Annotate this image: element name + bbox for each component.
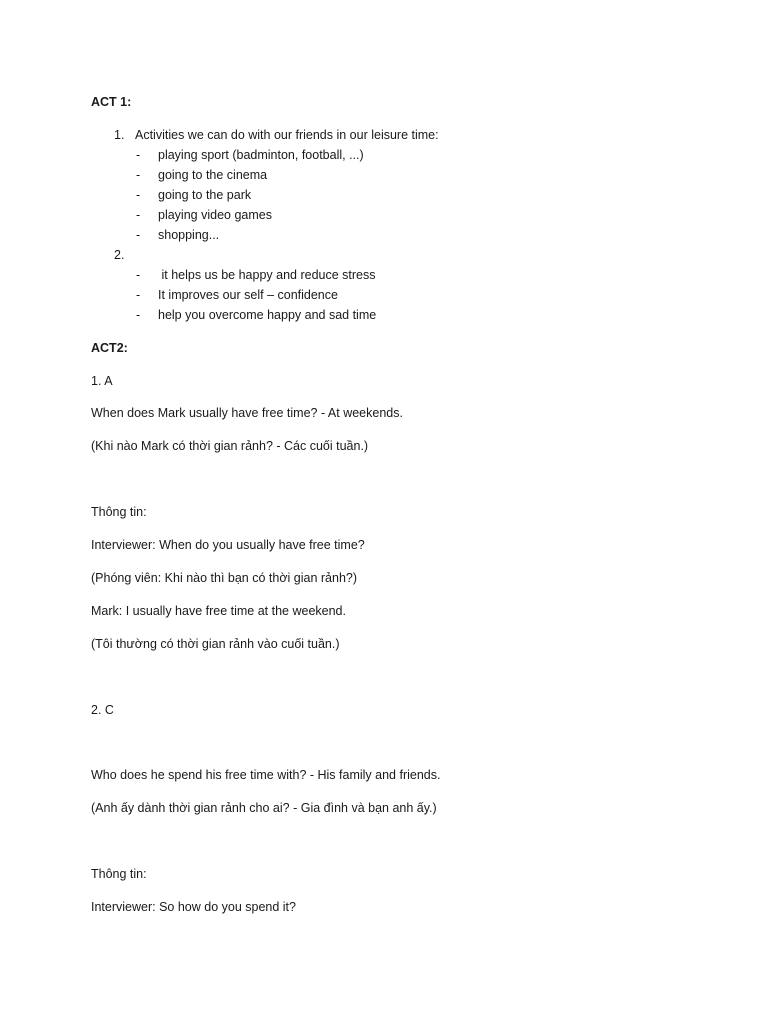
- bullet-dash: -: [136, 228, 141, 242]
- bullet-dash: -: [136, 208, 141, 222]
- act1-q1-bullet: going to the park: [158, 188, 252, 202]
- bullet-dash: -: [136, 168, 141, 182]
- act1-q2-bullet: it helps us be happy and reduce stress: [158, 268, 376, 282]
- act2-heading: ACT2:: [91, 341, 128, 355]
- bullet-dash: -: [136, 288, 141, 302]
- act2-info1-line: (Tôi thường có thời gian rảnh vào cuối tuần.): [91, 637, 340, 651]
- act2-q1-english: When does Mark usually have free time? - At weekends.: [91, 406, 403, 420]
- act1-q2-bullet: help you overcome happy and sad time: [158, 308, 377, 322]
- act2-info2-line: Interviewer: So how do you spend it?: [91, 900, 296, 914]
- bullet-dash: -: [136, 188, 141, 202]
- act1-q1-bullet: playing sport (badminton, football, ...): [158, 148, 364, 162]
- act1-q1-bullet: shopping...: [158, 228, 220, 242]
- act1-q1-number: 1.: [114, 128, 125, 142]
- act2-q1-vietnamese: (Khi nào Mark có thời gian rảnh? - Các cuối tuần.): [91, 439, 369, 453]
- act2-info1-label: Thông tin:: [91, 505, 147, 519]
- act1-q2-number: 2.: [114, 248, 125, 262]
- act1-q2-bullet: It improves our self – confidence: [158, 288, 338, 302]
- act1-q1-bullet: going to the cinema: [158, 168, 268, 182]
- act2-info1-line: Mark: I usually have free time at the weekend.: [91, 604, 346, 618]
- act1-q1-bullet: playing video games: [158, 208, 272, 222]
- act2-q2-english: Who does he spend his free time with? - His family and friends.: [91, 768, 441, 782]
- act2-info1-line: Interviewer: When do you usually have free time?: [91, 538, 365, 552]
- bullet-dash: -: [136, 308, 141, 322]
- act1-q1-text: Activities we can do with our friends in our leisure time:: [135, 128, 439, 142]
- act1-heading: ACT 1:: [91, 95, 132, 109]
- act2-info2-label: Thông tin:: [91, 867, 147, 881]
- act2-q2-vietnamese: (Anh ấy dành thời gian rảnh cho ai? - Gia đình và bạn anh ấy.): [91, 801, 437, 815]
- act2-answer-2: 2. C: [91, 703, 114, 717]
- act2-info1-line: (Phóng viên: Khi nào thì bạn có thời gian rảnh?): [91, 571, 358, 585]
- bullet-dash: -: [136, 268, 141, 282]
- act2-answer-1: 1. A: [91, 374, 113, 388]
- bullet-dash: -: [136, 148, 141, 162]
